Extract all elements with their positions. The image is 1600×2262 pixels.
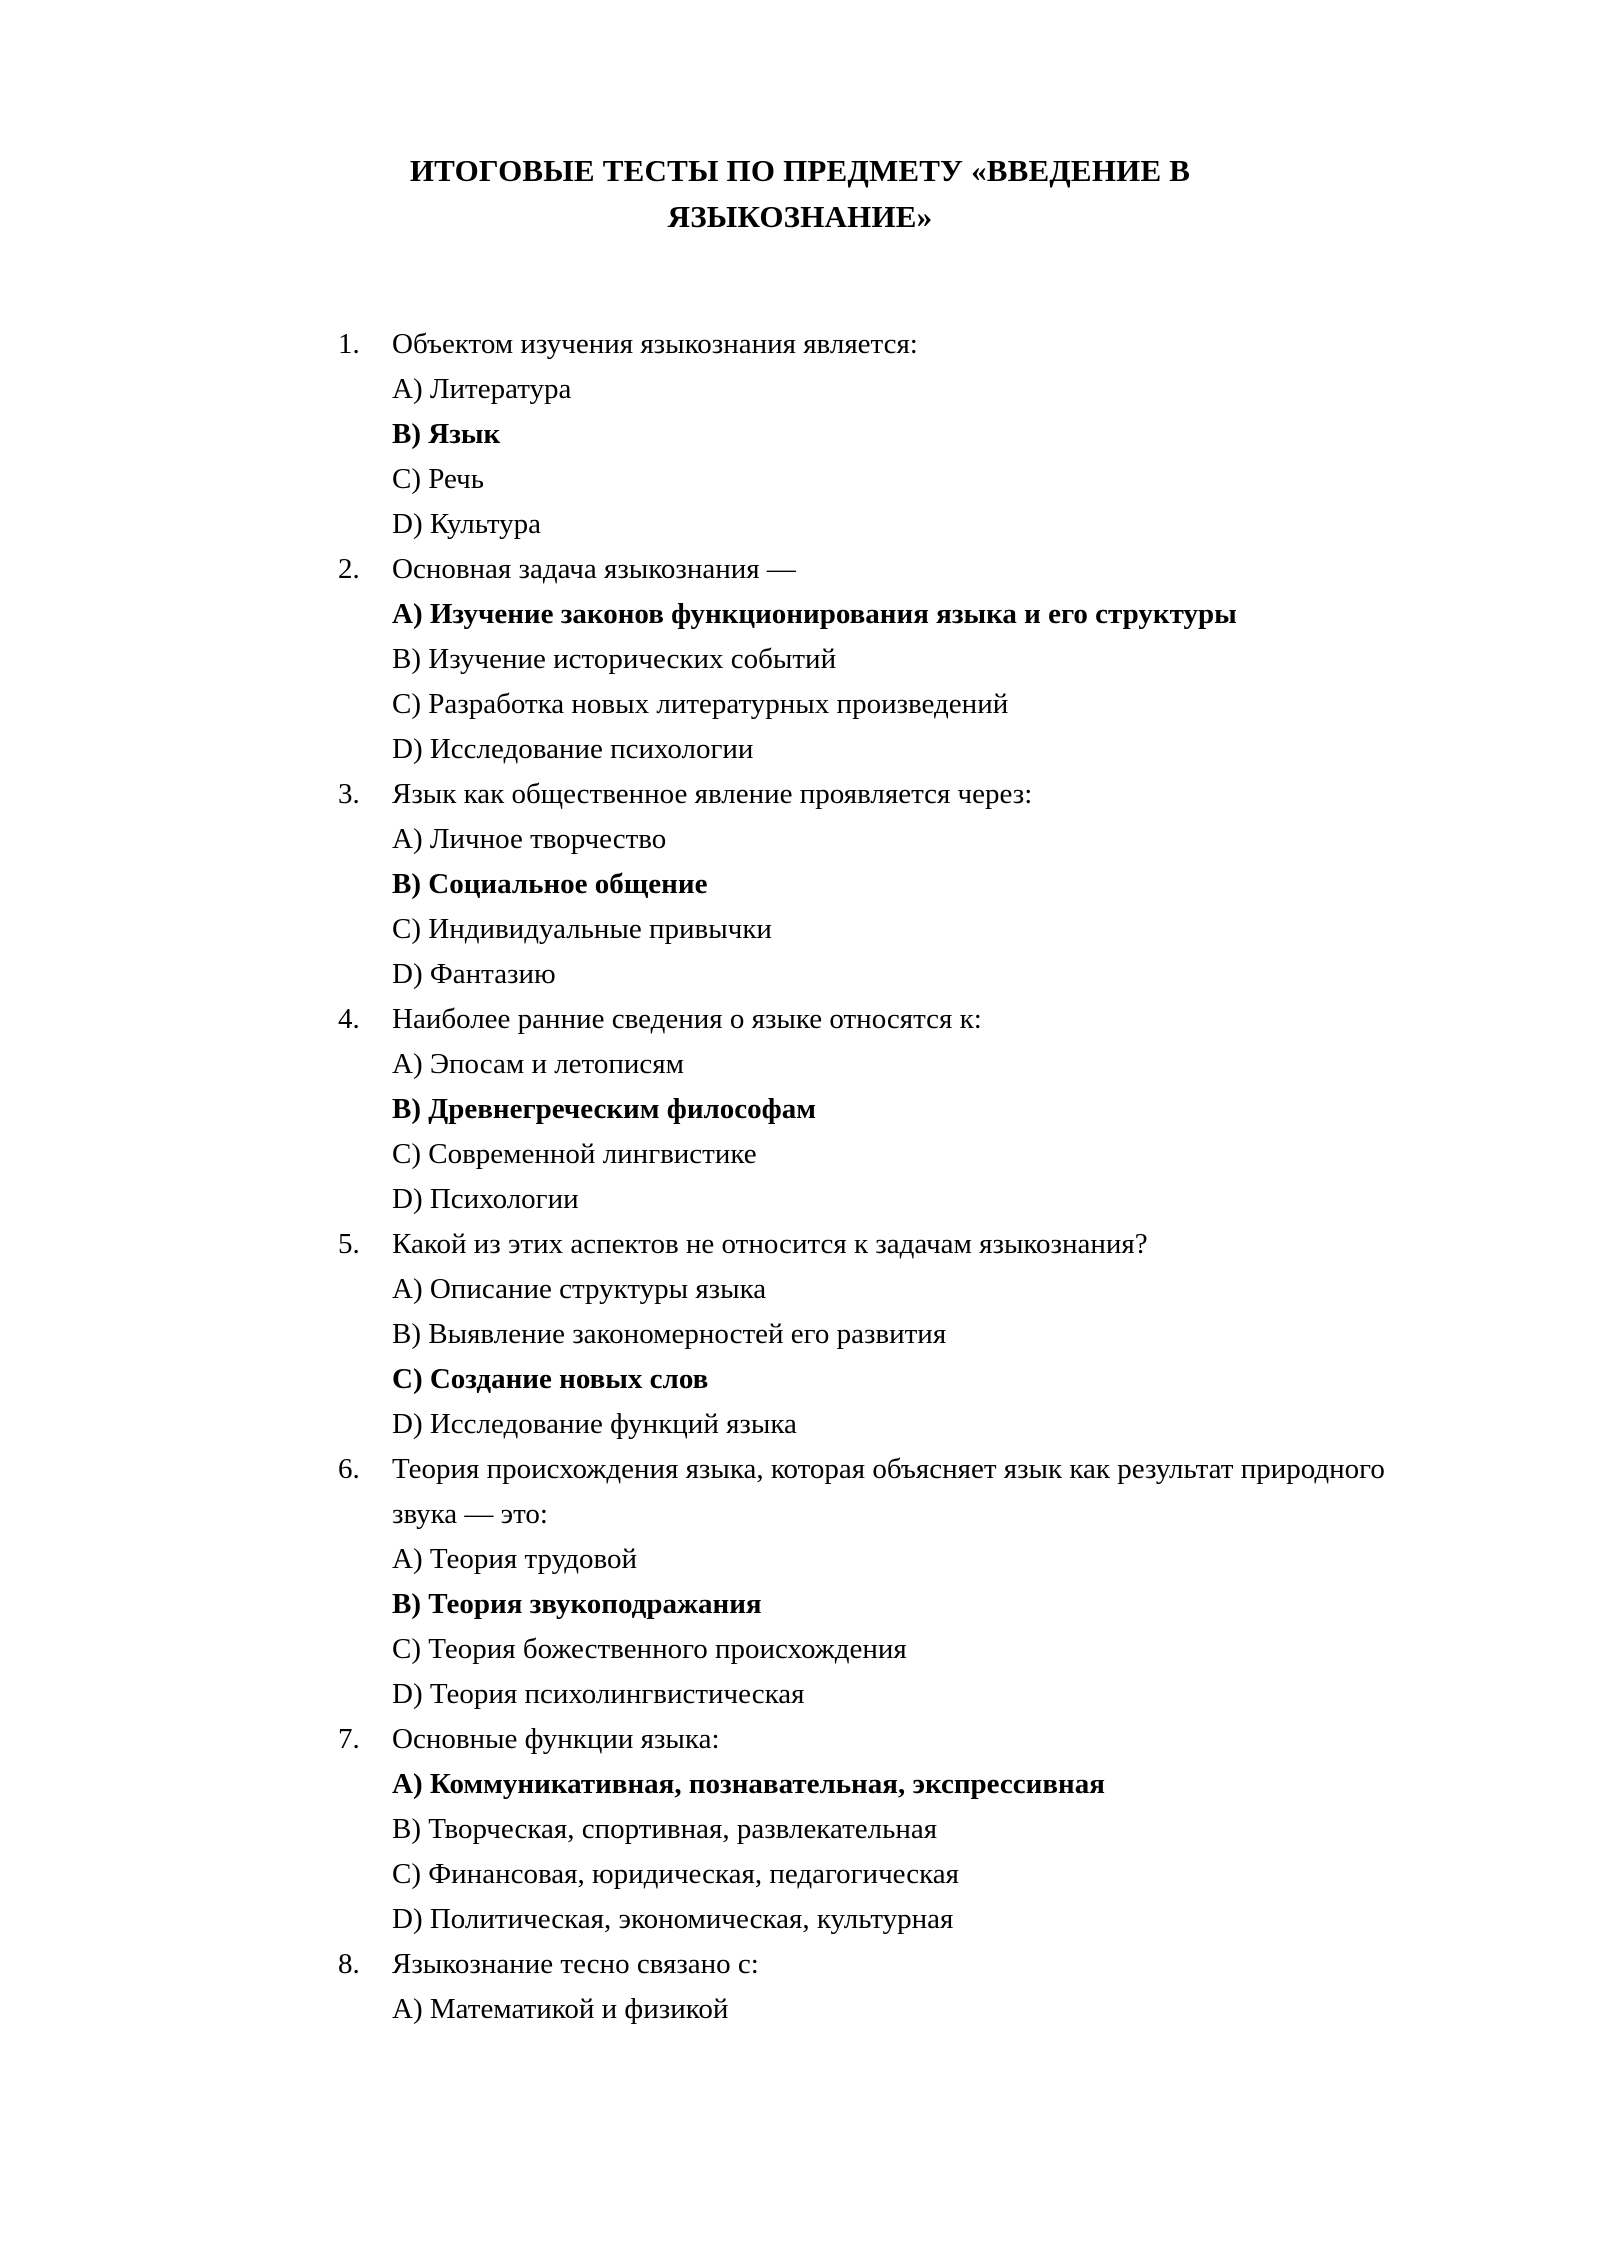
- option-text: Теория звукоподражания: [428, 1588, 762, 1620]
- question-number: 4.: [338, 1003, 360, 1035]
- option-letter: D): [392, 1678, 423, 1710]
- option-text: Фантазию: [429, 958, 556, 990]
- option-list: [338, 1762, 1408, 1942]
- option-text: Индивидуальные привычки: [428, 913, 772, 945]
- question-text: [338, 1222, 1408, 1267]
- option[interactable]: [338, 1897, 1408, 1942]
- option[interactable]: [338, 1537, 1408, 1582]
- option[interactable]: [338, 682, 1408, 727]
- option-text: Математикой и физикой: [429, 1993, 729, 2025]
- option[interactable]: [338, 367, 1408, 412]
- question-text: [338, 547, 1408, 592]
- option[interactable]: [338, 1627, 1408, 1672]
- page-title: ИТОГОВЫЕ ТЕСТЫ ПО ПРЕДМЕТУ «ВВЕДЕНИЕ В ЯЗЫКОЗНАНИЕ»: [409, 153, 1191, 234]
- option-correct[interactable]: [338, 412, 1408, 457]
- option[interactable]: [338, 1852, 1408, 1897]
- question-number: 2.: [338, 553, 360, 585]
- option[interactable]: [338, 1177, 1408, 1222]
- question-item: [338, 547, 1408, 772]
- question-label: Языкознание тесно связано с:: [392, 1948, 759, 1980]
- option-text: Теория трудовой: [429, 1543, 638, 1575]
- option-text: Разработка новых литературных произведений: [428, 688, 1009, 720]
- option-letter: D): [392, 1408, 423, 1440]
- option-list: [338, 592, 1408, 772]
- option-letter: D): [392, 508, 423, 540]
- option-list: [338, 1537, 1408, 1717]
- option-list: [338, 1267, 1408, 1447]
- option-text: Теория божественного происхождения: [428, 1633, 907, 1665]
- option[interactable]: [338, 817, 1408, 862]
- question-number: 5.: [338, 1228, 360, 1260]
- option-text: Личное творчество: [429, 823, 667, 855]
- option-letter: A): [392, 823, 423, 855]
- option-correct[interactable]: [338, 592, 1408, 637]
- option-text: Древнегреческим философам: [428, 1093, 816, 1125]
- option-text: Социальное общение: [428, 868, 708, 900]
- question-text: [338, 322, 1408, 367]
- option[interactable]: [338, 1987, 1408, 2032]
- option-text: Творческая, спортивная, развлекательная: [428, 1813, 938, 1845]
- option-text: Описание структуры языка: [429, 1273, 767, 1305]
- option-letter: D): [392, 1903, 423, 1935]
- option-text: Коммуникативная, познавательная, экспрессивная: [429, 1768, 1105, 1800]
- option-text: Исследование функций языка: [429, 1408, 797, 1440]
- question-text: [338, 1717, 1408, 1762]
- option[interactable]: [338, 637, 1408, 682]
- question-label: Основная задача языкознания —: [392, 553, 796, 585]
- option-list: [338, 1042, 1408, 1222]
- question-item: [338, 1222, 1408, 1447]
- option[interactable]: [338, 502, 1408, 547]
- option-letter: A): [392, 598, 423, 630]
- option-text: Речь: [428, 463, 484, 495]
- option-letter: B): [392, 868, 421, 900]
- question-number: 6.: [338, 1453, 360, 1485]
- option[interactable]: [338, 1267, 1408, 1312]
- question-item: [338, 1942, 1408, 2032]
- question-item: [338, 1717, 1408, 1942]
- option[interactable]: [338, 1132, 1408, 1177]
- question-number: 7.: [338, 1723, 360, 1755]
- option-correct[interactable]: [338, 862, 1408, 907]
- option-list: [338, 1987, 1408, 2032]
- question-number: 3.: [338, 778, 360, 810]
- option-letter: B): [392, 1093, 421, 1125]
- option-list: [338, 817, 1408, 997]
- option-text: Язык: [428, 418, 501, 450]
- option-text: Культура: [429, 508, 542, 540]
- option-letter: C): [392, 1858, 421, 1890]
- question-label: Теория происхождения языка, которая объясняет язык как результат природного звука — это:: [392, 1453, 1385, 1530]
- option-text: Литература: [429, 373, 572, 405]
- option-text: Психологии: [429, 1183, 579, 1215]
- option-letter: C): [392, 1138, 421, 1170]
- question-item: [338, 322, 1408, 547]
- option-letter: D): [392, 733, 423, 765]
- option-letter: C): [392, 1633, 421, 1665]
- question-label: Какой из этих аспектов не относится к задачам языкознания?: [392, 1228, 1148, 1260]
- option-text: Создание новых слов: [429, 1363, 709, 1395]
- option[interactable]: [338, 952, 1408, 997]
- option-text: Теория психолингвистическая: [429, 1678, 805, 1710]
- question-text: [338, 1942, 1408, 1987]
- question-text: [338, 997, 1408, 1042]
- question-number: 8.: [338, 1948, 360, 1980]
- option-text: Изучение исторических событий: [428, 643, 837, 675]
- question-label: Основные функции языка:: [392, 1723, 720, 1755]
- option-letter: D): [392, 958, 423, 990]
- question-label: Язык как общественное явление проявляется через:: [392, 778, 1033, 810]
- option-correct[interactable]: [338, 1357, 1408, 1402]
- option-letter: D): [392, 1183, 423, 1215]
- option[interactable]: [338, 1672, 1408, 1717]
- question-label: Объектом изучения языкознания является:: [392, 328, 918, 360]
- question-item: [338, 1447, 1408, 1717]
- option[interactable]: [338, 457, 1408, 502]
- option-correct[interactable]: [338, 1087, 1408, 1132]
- question-label: Наиболее ранние сведения о языке относятся к:: [392, 1003, 982, 1035]
- option-letter: C): [392, 463, 421, 495]
- option-letter: B): [392, 1318, 421, 1350]
- option-correct[interactable]: [338, 1762, 1408, 1807]
- question-number: 1.: [338, 328, 360, 360]
- option-letter: A): [392, 1543, 423, 1575]
- option[interactable]: [338, 1807, 1408, 1852]
- option-letter: A): [392, 373, 423, 405]
- option-letter: B): [392, 418, 421, 450]
- option-letter: A): [392, 1273, 423, 1305]
- option-text: Современной лингвистике: [428, 1138, 757, 1170]
- option-text: Изучение законов функционирования языка и его структуры: [429, 598, 1237, 630]
- option[interactable]: [338, 1402, 1408, 1447]
- option[interactable]: [338, 907, 1408, 952]
- option-text: Исследование психологии: [429, 733, 754, 765]
- option[interactable]: [338, 1312, 1408, 1357]
- option-letter: A): [392, 1993, 423, 2025]
- option-text: Политическая, экономическая, культурная: [429, 1903, 954, 1935]
- option[interactable]: [338, 1042, 1408, 1087]
- option-letter: C): [392, 913, 421, 945]
- question-list: [338, 322, 1408, 2032]
- option-letter: B): [392, 643, 421, 675]
- option[interactable]: [338, 727, 1408, 772]
- option-text: Финансовая, юридическая, педагогическая: [428, 1858, 959, 1890]
- option-text: Выявление закономерностей его развития: [428, 1318, 947, 1350]
- question-item: [338, 997, 1408, 1222]
- question-text: [338, 1447, 1408, 1537]
- option-letter: A): [392, 1768, 423, 1800]
- option-letter: B): [392, 1588, 421, 1620]
- option-correct[interactable]: [338, 1582, 1408, 1627]
- option-letter: C): [392, 1363, 423, 1395]
- option-list: [338, 367, 1408, 547]
- option-text: Эпосам и летописям: [429, 1048, 684, 1080]
- question-item: [338, 772, 1408, 997]
- option-letter: A): [392, 1048, 423, 1080]
- question-text: [338, 772, 1408, 817]
- option-letter: B): [392, 1813, 421, 1845]
- option-letter: C): [392, 688, 421, 720]
